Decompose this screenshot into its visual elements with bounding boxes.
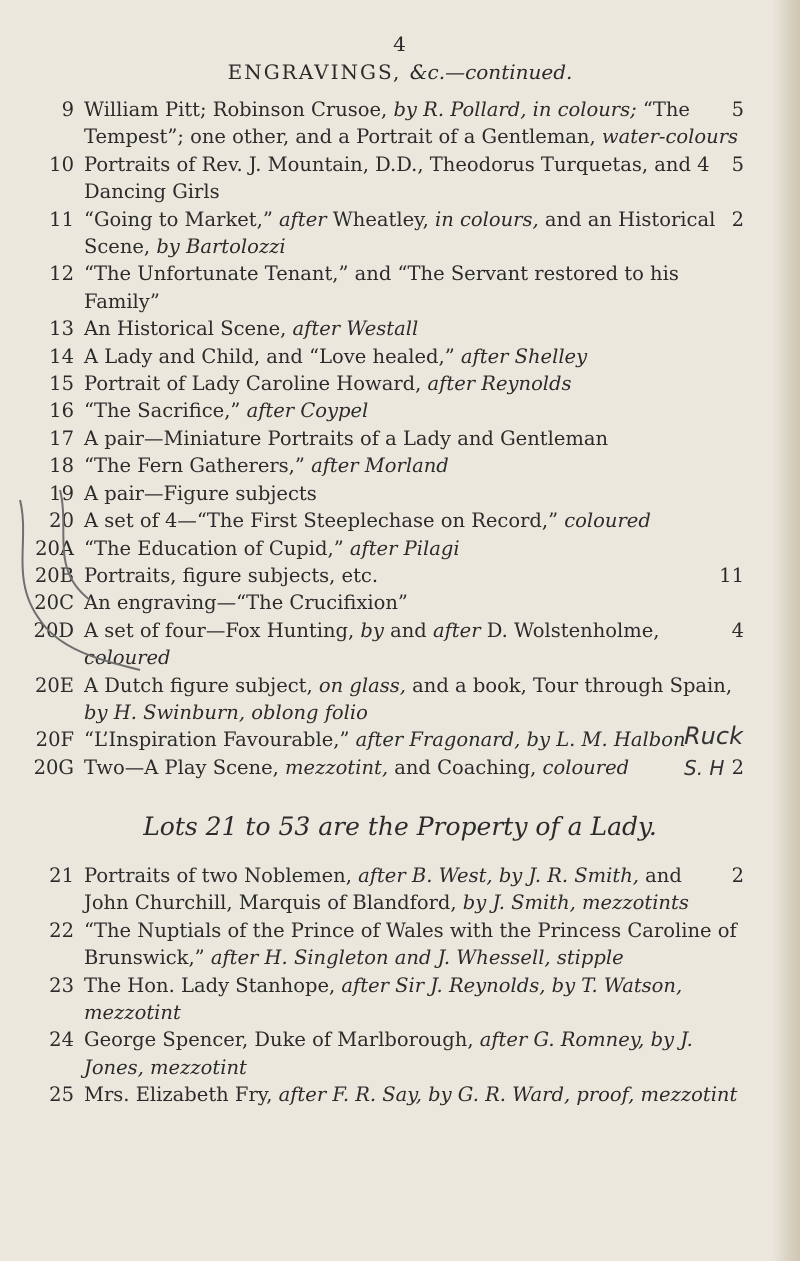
lot-entry <box>24 343 744 370</box>
margin-note-sh: S. H <box>684 756 725 780</box>
lot-entry <box>24 370 744 397</box>
lot-description-part: after <box>279 207 327 231</box>
lot-description-part: coloured <box>564 509 651 533</box>
lot-description-part: mezzotint, <box>285 755 389 779</box>
lot-description-part: “The Fern Gatherers,” <box>84 454 312 478</box>
lot-quantity: 2 <box>731 207 744 231</box>
lot-description-part: The Hon. Lady Stanhope, <box>84 973 342 997</box>
lot-description-part: after G. Romney, by J. Jones, mezzotint <box>84 1028 693 1079</box>
lot-number: 20A <box>35 536 74 560</box>
lot-description-part: George Spencer, Duke of Marlborough, <box>84 1028 480 1052</box>
lot-description-part: “The Tempest”; one other, and a Portrait of a Gentleman, <box>84 98 690 149</box>
lot-description-part: A set of 4—“The First Steeplechase on Record,” <box>84 509 565 533</box>
lot-entry <box>24 972 744 1027</box>
page-edge <box>772 0 800 1261</box>
lot-number: 16 <box>49 399 74 423</box>
lot-description-part: and an Historical Scene, <box>84 207 716 259</box>
lot-description-part: after B. West, by J. R. Smith, <box>358 864 639 887</box>
lot-entry <box>24 96 744 151</box>
lot-number: 19 <box>49 481 74 505</box>
lot-description-part: Portraits of two Noblemen, <box>84 864 359 887</box>
lot-description-part: Portrait of Lady Caroline Howard, <box>84 372 428 396</box>
lot-description-part: D. Wolstenholme, <box>480 618 660 642</box>
lot-entry <box>24 452 744 479</box>
lot-entry <box>24 315 744 342</box>
lot-entry <box>24 862 744 917</box>
lot-entry <box>24 1081 744 1108</box>
library-stamp-mark <box>0 480 150 680</box>
lot-description-part: and <box>383 618 433 642</box>
lot-description-part: after <box>432 618 481 642</box>
lot-number: 17 <box>49 426 74 450</box>
lot-entry <box>24 917 744 972</box>
lot-number: 12 <box>49 262 74 286</box>
lot-number: 20D <box>33 618 74 642</box>
lot-list-lower <box>24 862 744 1109</box>
lot-entry <box>24 425 744 452</box>
lot-number: 14 <box>49 344 74 368</box>
lot-description-part: by <box>360 618 384 642</box>
lot-description-part: and Coaching, <box>388 755 543 779</box>
lot-description-part: A pair—Miniature Portraits of a Lady and Gentleman <box>84 426 609 450</box>
lot-description-part: “L’Inspiration Favourable,” <box>84 728 356 752</box>
lot-number: 24 <box>49 1028 74 1052</box>
lot-description-part: “Going to Market,” <box>84 207 280 231</box>
lot-description-part: and a book, Tour through Spain, <box>405 673 733 697</box>
lot-number: 22 <box>49 918 74 942</box>
lot-entry <box>24 397 744 424</box>
lot-description-part: Mrs. Elizabeth Fry, <box>84 1083 279 1107</box>
margin-note-ruck: Ruck <box>684 722 743 750</box>
lot-description-part: after Shelley <box>460 344 588 368</box>
lot-description-part: by R. Pollard, in colours; <box>393 98 637 121</box>
lot-number: 9 <box>61 98 74 121</box>
lot-description-part: “The Unfortunate Tenant,” and “The Servant restored to his Family” <box>84 262 679 313</box>
lot-entry <box>24 260 744 315</box>
lot-description-part: after H. Singleton and J. Whessell, stipple <box>210 946 624 970</box>
lot-description-part: Portraits of Rev. J. Mountain, D.D., Theodorus Turquetas, and 4 Dancing Girls <box>84 152 710 204</box>
lot-description-part: after Pilagi <box>349 536 460 560</box>
lot-number: 10 <box>49 152 74 176</box>
lot-number: 23 <box>49 973 74 997</box>
lot-number: 20E <box>34 673 74 697</box>
lot-entry <box>24 754 744 781</box>
lot-description-part: coloured <box>542 755 630 779</box>
lot-quantity: 2 <box>731 755 744 779</box>
lot-description-part: “The Nuptials of the Prince of Wales with the Princess Caroline of Brunswick,” <box>84 918 737 970</box>
lot-description-part: by J. Smith, mezzotints <box>462 891 689 915</box>
page-number: 4 <box>393 32 407 56</box>
lot-number: 15 <box>49 372 74 396</box>
lot-description-part: A Dutch figure subject, <box>84 673 319 697</box>
lot-description-part: An Historical Scene, <box>84 317 293 341</box>
lot-description-part: An engraving—“The Crucifixion” <box>84 591 408 615</box>
lot-description-part: after F. R. Say, by G. R. Ward, proof, mezzotint <box>278 1083 738 1107</box>
lot-number: 20G <box>33 755 74 779</box>
lot-description-part: after Fragonard, by L. M. Halbon <box>355 728 686 752</box>
lot-description-part: after Coypel <box>246 399 369 423</box>
lot-quantity: 2 <box>731 864 744 887</box>
lot-quantity: 11 <box>719 563 744 587</box>
heading-main: ENGRAVINGS, <box>227 60 402 84</box>
lot-number: 21 <box>49 864 74 887</box>
lot-number: 18 <box>49 454 74 478</box>
lot-description-part: “The Sacrifice,” <box>84 399 247 423</box>
lot-number: 25 <box>49 1083 74 1107</box>
lot-description-part: after Reynolds <box>427 372 572 396</box>
section-heading <box>0 60 800 84</box>
lot-number: 13 <box>49 317 74 341</box>
lot-number: 20 <box>49 509 74 533</box>
lot-description-part: A set of four—Fox Hunting, <box>84 618 361 642</box>
lot-description-part: Portraits, figure subjects, etc. <box>84 563 379 587</box>
lot-description-part: Wheatley, <box>326 207 435 231</box>
lot-description-part: Two—A Play Scene, <box>84 755 286 779</box>
lot-description-part: after Morland <box>311 454 449 478</box>
property-heading: Lots 21 to 53 are the Property of a Lady. <box>143 812 657 841</box>
lot-quantity: 4 <box>731 618 744 642</box>
heading-continued: &c.—continued. <box>409 60 573 84</box>
lot-entry <box>24 726 744 753</box>
lot-description-part: A Lady and Child, and “Love healed,” <box>84 344 461 368</box>
lot-description-part: by H. Swinburn, oblong folio <box>84 700 368 724</box>
lot-description-part: William Pitt; Robinson Crusoe, <box>84 98 394 121</box>
lot-entry <box>24 1026 744 1081</box>
lot-description-part: water-colours <box>601 125 739 149</box>
lot-number: 11 <box>49 207 74 231</box>
lot-quantity: 5 <box>731 98 744 121</box>
lot-description-part: after Westall <box>292 317 419 341</box>
lot-description-part: after Sir J. Reynolds, by T. Watson, mezzotint <box>84 973 683 1025</box>
lot-number: 20B <box>34 563 74 587</box>
lot-quantity: 5 <box>731 152 744 176</box>
lot-description-part: coloured <box>84 646 171 670</box>
lot-description-part: by Bartolozzi <box>156 235 286 259</box>
lot-description-part: on glass, <box>318 673 406 697</box>
lot-entry <box>24 151 744 206</box>
lot-description-part: A pair—Figure subjects <box>84 481 317 505</box>
lot-number: 20C <box>34 591 74 615</box>
lot-description-part: and John Churchill, Marquis of Blandford, <box>84 864 682 915</box>
lot-description-part: “The Education of Cupid,” <box>84 536 350 560</box>
lot-description-part: in colours, <box>434 207 539 231</box>
lot-entry <box>24 206 744 261</box>
lot-number: 20F <box>35 728 74 752</box>
